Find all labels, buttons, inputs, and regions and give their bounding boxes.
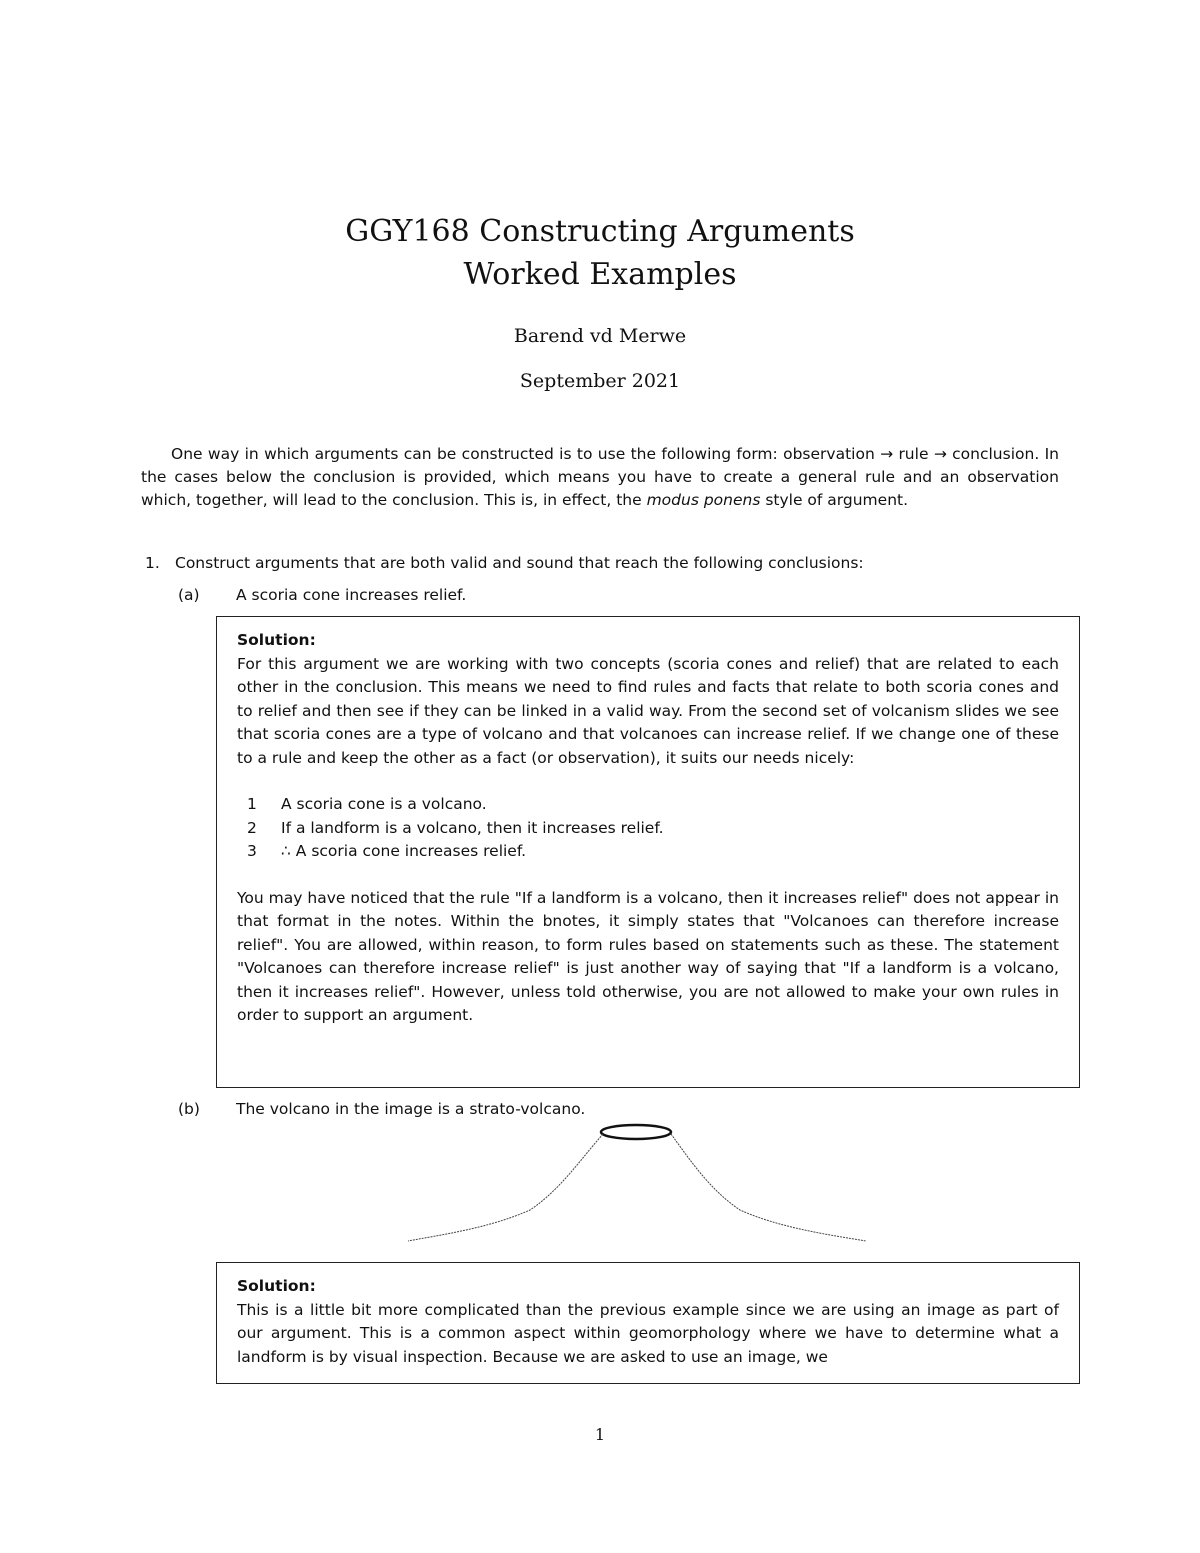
argument-step [237,793,1059,817]
step-number: 3 [247,842,257,860]
subquestion-text: The volcano in the image is a strato-volcano. [236,1100,586,1118]
document-subtitle: Worked Examples [463,257,737,292]
volcano-right-flank [671,1134,866,1241]
step-text: ∴ A scoria cone increases relief. [281,842,527,860]
solution-box-b [216,1262,1080,1384]
subquestion-label: (a) [178,586,200,604]
question-text: Construct arguments that are both valid and sound that reach the following conclusions: [175,554,864,572]
argument-step [237,840,1059,864]
question-number: 1. [145,554,160,572]
intro-text-1: One way in which arguments can be constructed is to use the following form: observation → rule → conclusion. In the cases below the conclusion is provided, which means you have to create a general rule and an observation which, together, will lead to the conclusion. This is, in effect, the [141,445,1059,509]
intro-paragraph [141,443,1059,512]
question-1 [145,552,1065,575]
solution-paragraph: For this argument we are working with two concepts (scoria cones and relief) that are related to each other in the conclusion. This means we need to find rules and facts that relate to both scoria cones and to relief and then see if they can be linked in a valid way. From the second set of volcanism slides we see that scoria cones are a type of volcano and that volcanoes can increase relief. If we change one of these to a rule and keep the other as a fact (or observation), it suits our needs nicely: [237,654,1059,767]
step-number: 1 [247,795,257,813]
solution-paragraph: This is a little bit more complicated than the previous example since we are using an image as part of our argument. This is a common aspect within geomorphology where we have to determine what a landform is by visual inspection. Because we are asked to use an image, we [237,1300,1059,1366]
step-number: 2 [247,818,257,837]
solution-box-a [216,616,1080,1088]
page-number: 1 [594,1425,606,1444]
solution-heading: Solution: [237,631,316,649]
date: September 2021 [519,370,681,392]
document-title: GGY168 Constructing Arguments [345,214,855,249]
step-text: If a landform is a volcano, then it increases relief. [281,818,664,837]
subquestion-label: (b) [178,1100,200,1118]
intro-text-2: style of argument. [760,491,909,509]
volcano-sketch [400,1120,870,1250]
argument-step [237,817,1059,841]
intro-italic: modus ponens [646,491,761,509]
argument-steps [237,793,1059,864]
volcano-crater [601,1125,671,1139]
subquestion-text: A scoria cone increases relief. [236,586,467,604]
question-1a [178,584,1058,607]
volcano-left-flank [408,1134,603,1241]
solution-heading: Solution: [237,1277,316,1295]
author: Barend vd Merwe [513,325,687,347]
question-1b [178,1098,1058,1121]
solution-paragraph: You may have noticed that the rule "If a landform is a volcano, then it increases relief" does not appear in that format in the notes. Within the bnotes, it simply states that "Volcanoes can therefore increase relief". You are allowed, within reason, to form rules based on statements such as these. The statement "Volcanoes can therefore increase relief" is just another way of saying that "If a landform is a volcano, then it increases relief". However, unless told otherwise, you are not allowed to make your own rules in order to support an argument. [237,888,1059,1024]
step-text: A scoria cone is a volcano. [281,795,487,813]
